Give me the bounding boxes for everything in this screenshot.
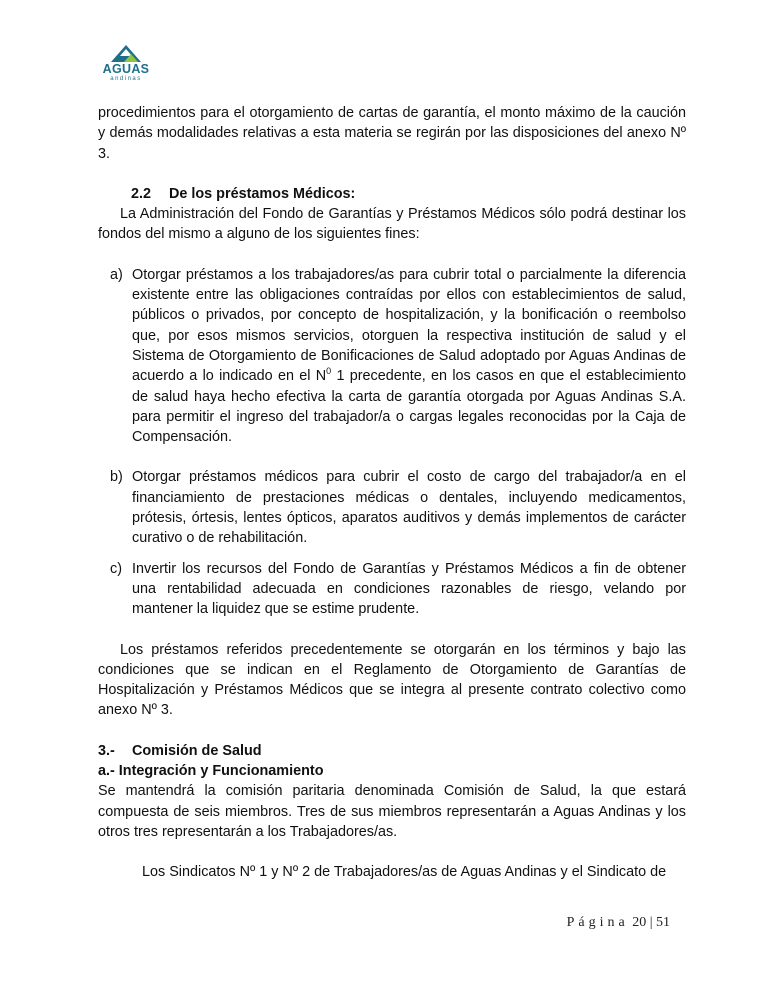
section-number: 3.- (98, 742, 115, 759)
superscript: 0 (326, 366, 332, 377)
section-2-2-closing: Los préstamos referidos precedentemente se otorgarán en los términos y bajo las condiciones que se indican en el Reglamento de Otorgamiento de Garantías de Hospitalización y Préstamos Médicos que se integra al presente contrato colectivo como anexo Nº 3. (98, 641, 686, 719)
logo-wordmark: AGUAS (102, 62, 150, 76)
list-item-c (98, 559, 686, 620)
list-item-a (98, 265, 686, 448)
intro-paragraph: procedimientos para el otorgamiento de cartas de garantía, el monto máximo de la caución y demás modalidades relativas a esta materia se regirán por las disposiciones del anexo Nº 3. (98, 105, 686, 162)
section-2-2-lead: La Administración del Fondo de Garantías y Préstamos Médicos sólo podrá destinar los fondos del mismo a alguno de los siguientes fines: (98, 206, 686, 243)
page-separator: | (646, 915, 656, 930)
section-3-heading (98, 741, 686, 761)
section-3-paragraph-2: Los Sindicatos Nº 1 y Nº 2 de Trabajadores/as de Aguas Andinas y el Sindicato de (142, 864, 667, 881)
list-marker: c) (110, 560, 122, 577)
section-title: De los préstamos Médicos: (169, 185, 356, 202)
logo-subtitle: andinas (110, 76, 142, 82)
section-title: Comisión de Salud (132, 742, 262, 759)
list-marker: a) (110, 266, 123, 283)
section-2-2-heading (131, 184, 686, 204)
document-body (98, 103, 686, 883)
section-3-paragraph-1: Se mantendrá la comisión paritaria denominada Comisión de Salud, la que estará compuesta de seis miembros. Tres de sus miembros representarán a Aguas Andinas y los otros tres representarán a los Trabajadores/as. (98, 783, 686, 840)
page-label: Página (566, 915, 629, 930)
company-logo (100, 44, 152, 90)
section-3-subheading: a.- Integración y Funcionamiento (98, 763, 324, 780)
page-total: 51 (656, 915, 670, 930)
section-number: 2.2 (131, 185, 152, 202)
list-item-text: Otorgar préstamos a los trabajadores/as para cubrir total o parcialmente la diferencia existente entre las obligaciones contraídas por ellos con establecimientos de salud, públicos o privados, por concepto de hospitalización, y la bonificación o reembolso que, por esos mismos servicios, otorguen la respectiva institución de salud y el Sistema de Otorgamiento de Bonificaciones de Salud adoptado por Aguas Andinas de acuerdo a lo indicado en el $N^0$ 1 precedente, en los casos en que el establecimiento de salud haya hecho efectiva la carta de garantía otorgada por Aguas Andinas S.A. para permitir el ingreso del trabajador/a o cargas legales reconocidas por la Caja de Compensación. (132, 266, 686, 446)
page-number: 20 (632, 915, 647, 930)
list-item-b (98, 467, 686, 548)
logo-mountain-icon (111, 44, 141, 62)
list-item-text: Otorgar préstamos médicos para cubrir el costo de cargo del trabajador/a en el financiamiento de prestaciones médicas o dentales, incluyendo medicamentos, prótesis, órtesis, lentes ópticos, aparatos auditivos y demás implementos de carácter curativo o de rehabilitación. (132, 469, 686, 547)
page-footer (567, 915, 670, 931)
list-marker: b) (110, 469, 123, 486)
list-item-text: Invertir los recursos del Fondo de Garantías y Préstamos Médicos a fin de obtener una rentabilidad adecuada en condiciones razonables de riesgo, velando por mantener la liquidez que se estime prudente. (132, 560, 686, 618)
